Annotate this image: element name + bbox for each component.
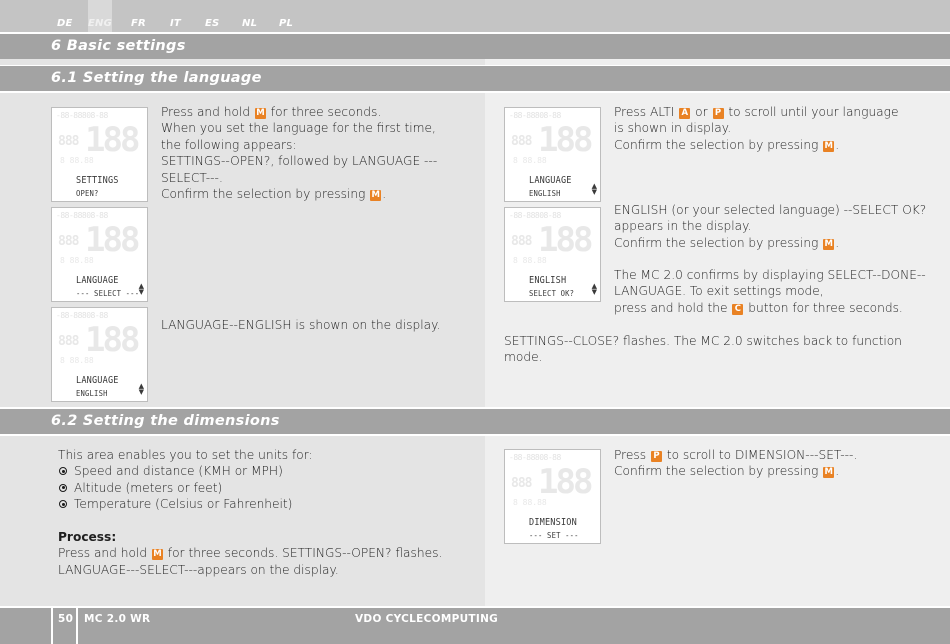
dimensions-left-text: This area enables you to set the units for: Speed and distance (KMH or MPH) Altitude (meters or feet) Temperature (Celsius or Fahrenheit) Process: Press and hold M for three seconds. SETTINGS--OPEN? flashes. LANGUAGE---SELECT---appears on the display. (58, 447, 478, 578)
lcd-line1: ENGLISH (529, 275, 567, 286)
c-key-icon: C (732, 304, 743, 315)
m-key-icon: M (153, 549, 162, 560)
section-title-language: 6.1 Setting the language (0, 66, 950, 91)
spacer-right (485, 59, 950, 65)
lcd-display-settings-open: -88-88808-88 888 188 8 88.88 SETTINGS OPEN? (51, 107, 148, 202)
lang-tab-fr[interactable]: FR (131, 18, 146, 29)
updown-arrows-icon: ▲ ▼ (591, 282, 597, 296)
lcd-display-language-english: -88-88808-88 888 188 8 88.88 LANGUAGE ENGLISH ▲ ▼ (51, 307, 148, 402)
language-left-note: LANGUAGE--ENGLISH is shown on the display. (161, 318, 441, 332)
language-right-text-4: SETTINGS--CLOSE? flashes. The MC 2.0 switches back to function mode. (504, 334, 902, 365)
dimensions-right-text: Press P to scroll to DIMENSION---SET---. Confirm the selection by pressing M . (614, 448, 858, 479)
language-left-text: Press and hold M for three seconds. When you set the language for the first time, the following appears: SETTINGS--OPEN?, followed by LANGUAGE ---SELECT---. Confirm the selection by pressing M . (161, 105, 438, 202)
lcd-display-english-select-ok: -88-88808-88 888 188 8 88.88 ENGLISH SELECT OK? ▲ ▼ (504, 207, 601, 302)
chapter-title: 6 Basic settings (0, 34, 950, 59)
lcd-line2: ENGLISH (529, 189, 561, 198)
footer-brand: VDO CYCLECOMPUTING (355, 613, 499, 625)
lcd-line2: OPEN? (76, 189, 99, 198)
list-item: Altitude (meters or feet) (58, 480, 478, 496)
footer-model: MC 2.0 WR (84, 613, 151, 625)
language-right-text-1: Press ALTI A or P to scroll until your language is shown in display. Confirm the selection by pressing M . (614, 105, 899, 152)
lang-tab-eng[interactable]: ENG (88, 0, 112, 32)
language-tab-bar (0, 0, 950, 32)
a-key-icon: A (679, 108, 690, 119)
m-key-icon: M (824, 140, 833, 151)
lcd-line2: ENGLISH (76, 389, 108, 398)
lcd-line1: SETTINGS (76, 175, 119, 186)
updown-arrows-icon: ▲ ▼ (138, 282, 144, 296)
units-list (58, 463, 478, 512)
lang-tab-it[interactable]: IT (170, 18, 181, 29)
bullet-icon (59, 467, 67, 475)
m-key-icon: M (256, 108, 265, 118)
lang-tab-nl[interactable]: NL (242, 18, 258, 29)
lcd-line2: --- SET --- (529, 531, 579, 540)
updown-arrows-icon: ▲ ▼ (591, 182, 597, 196)
lang-tab-es[interactable]: ES (205, 18, 220, 29)
list-item: Temperature (Celsius or Fahrenheit) (58, 496, 478, 512)
spacer-left (0, 59, 485, 65)
lcd-line2: --- SELECT --- (76, 289, 140, 298)
updown-arrows-icon: ▲ ▼ (138, 382, 144, 396)
bullet-icon (59, 484, 67, 492)
language-right-text-3: The MC 2.0 confirms by displaying SELECT--DONE-- LANGUAGE. To exit settings mode, press and hold the C button for three seconds. (614, 268, 926, 315)
lcd-display-language-select: -88-88808-88 888 188 8 88.88 LANGUAGE --- SELECT --- ▲ ▼ (51, 207, 148, 302)
m-key-icon: M (371, 190, 380, 201)
lcd-line1: DIMENSION (529, 517, 577, 528)
footer-divider (51, 608, 53, 644)
m-key-icon: M (824, 238, 833, 249)
process-label: Process: (58, 530, 117, 545)
language-right-text-2: ENGLISH (or your selected language) --SELECT OK? appears in the display. Confirm the selection by pressing M . (614, 203, 927, 250)
m-key-icon: M (824, 467, 833, 478)
lcd-line1: LANGUAGE (76, 375, 119, 386)
bullet-icon (59, 500, 67, 508)
dimensions-intro: This area enables you to set the units for: (58, 448, 313, 462)
p-key-icon: P (651, 451, 662, 462)
lang-tab-pl[interactable]: PL (279, 18, 294, 29)
list-item: Speed and distance (KMH or MPH) (58, 463, 478, 479)
lcd-display-language-english-scroll: -88-88808-88 888 188 8 88.88 LANGUAGE ENGLISH ▲ ▼ (504, 107, 601, 202)
lcd-display-dimension-set: -88-88808-88 888 188 8 88.88 DIMENSION --- SET --- (504, 449, 601, 544)
section-title-dimensions: 6.2 Setting the dimensions (0, 409, 950, 434)
p-key-icon: P (713, 108, 724, 119)
page-footer (0, 608, 950, 644)
lcd-line1: LANGUAGE (529, 175, 572, 186)
lang-tab-de[interactable]: DE (57, 18, 73, 29)
lcd-line1: LANGUAGE (76, 275, 119, 286)
footer-divider (76, 608, 78, 644)
lcd-line2: SELECT OK? (529, 289, 575, 298)
page-number: 50 (58, 613, 74, 625)
